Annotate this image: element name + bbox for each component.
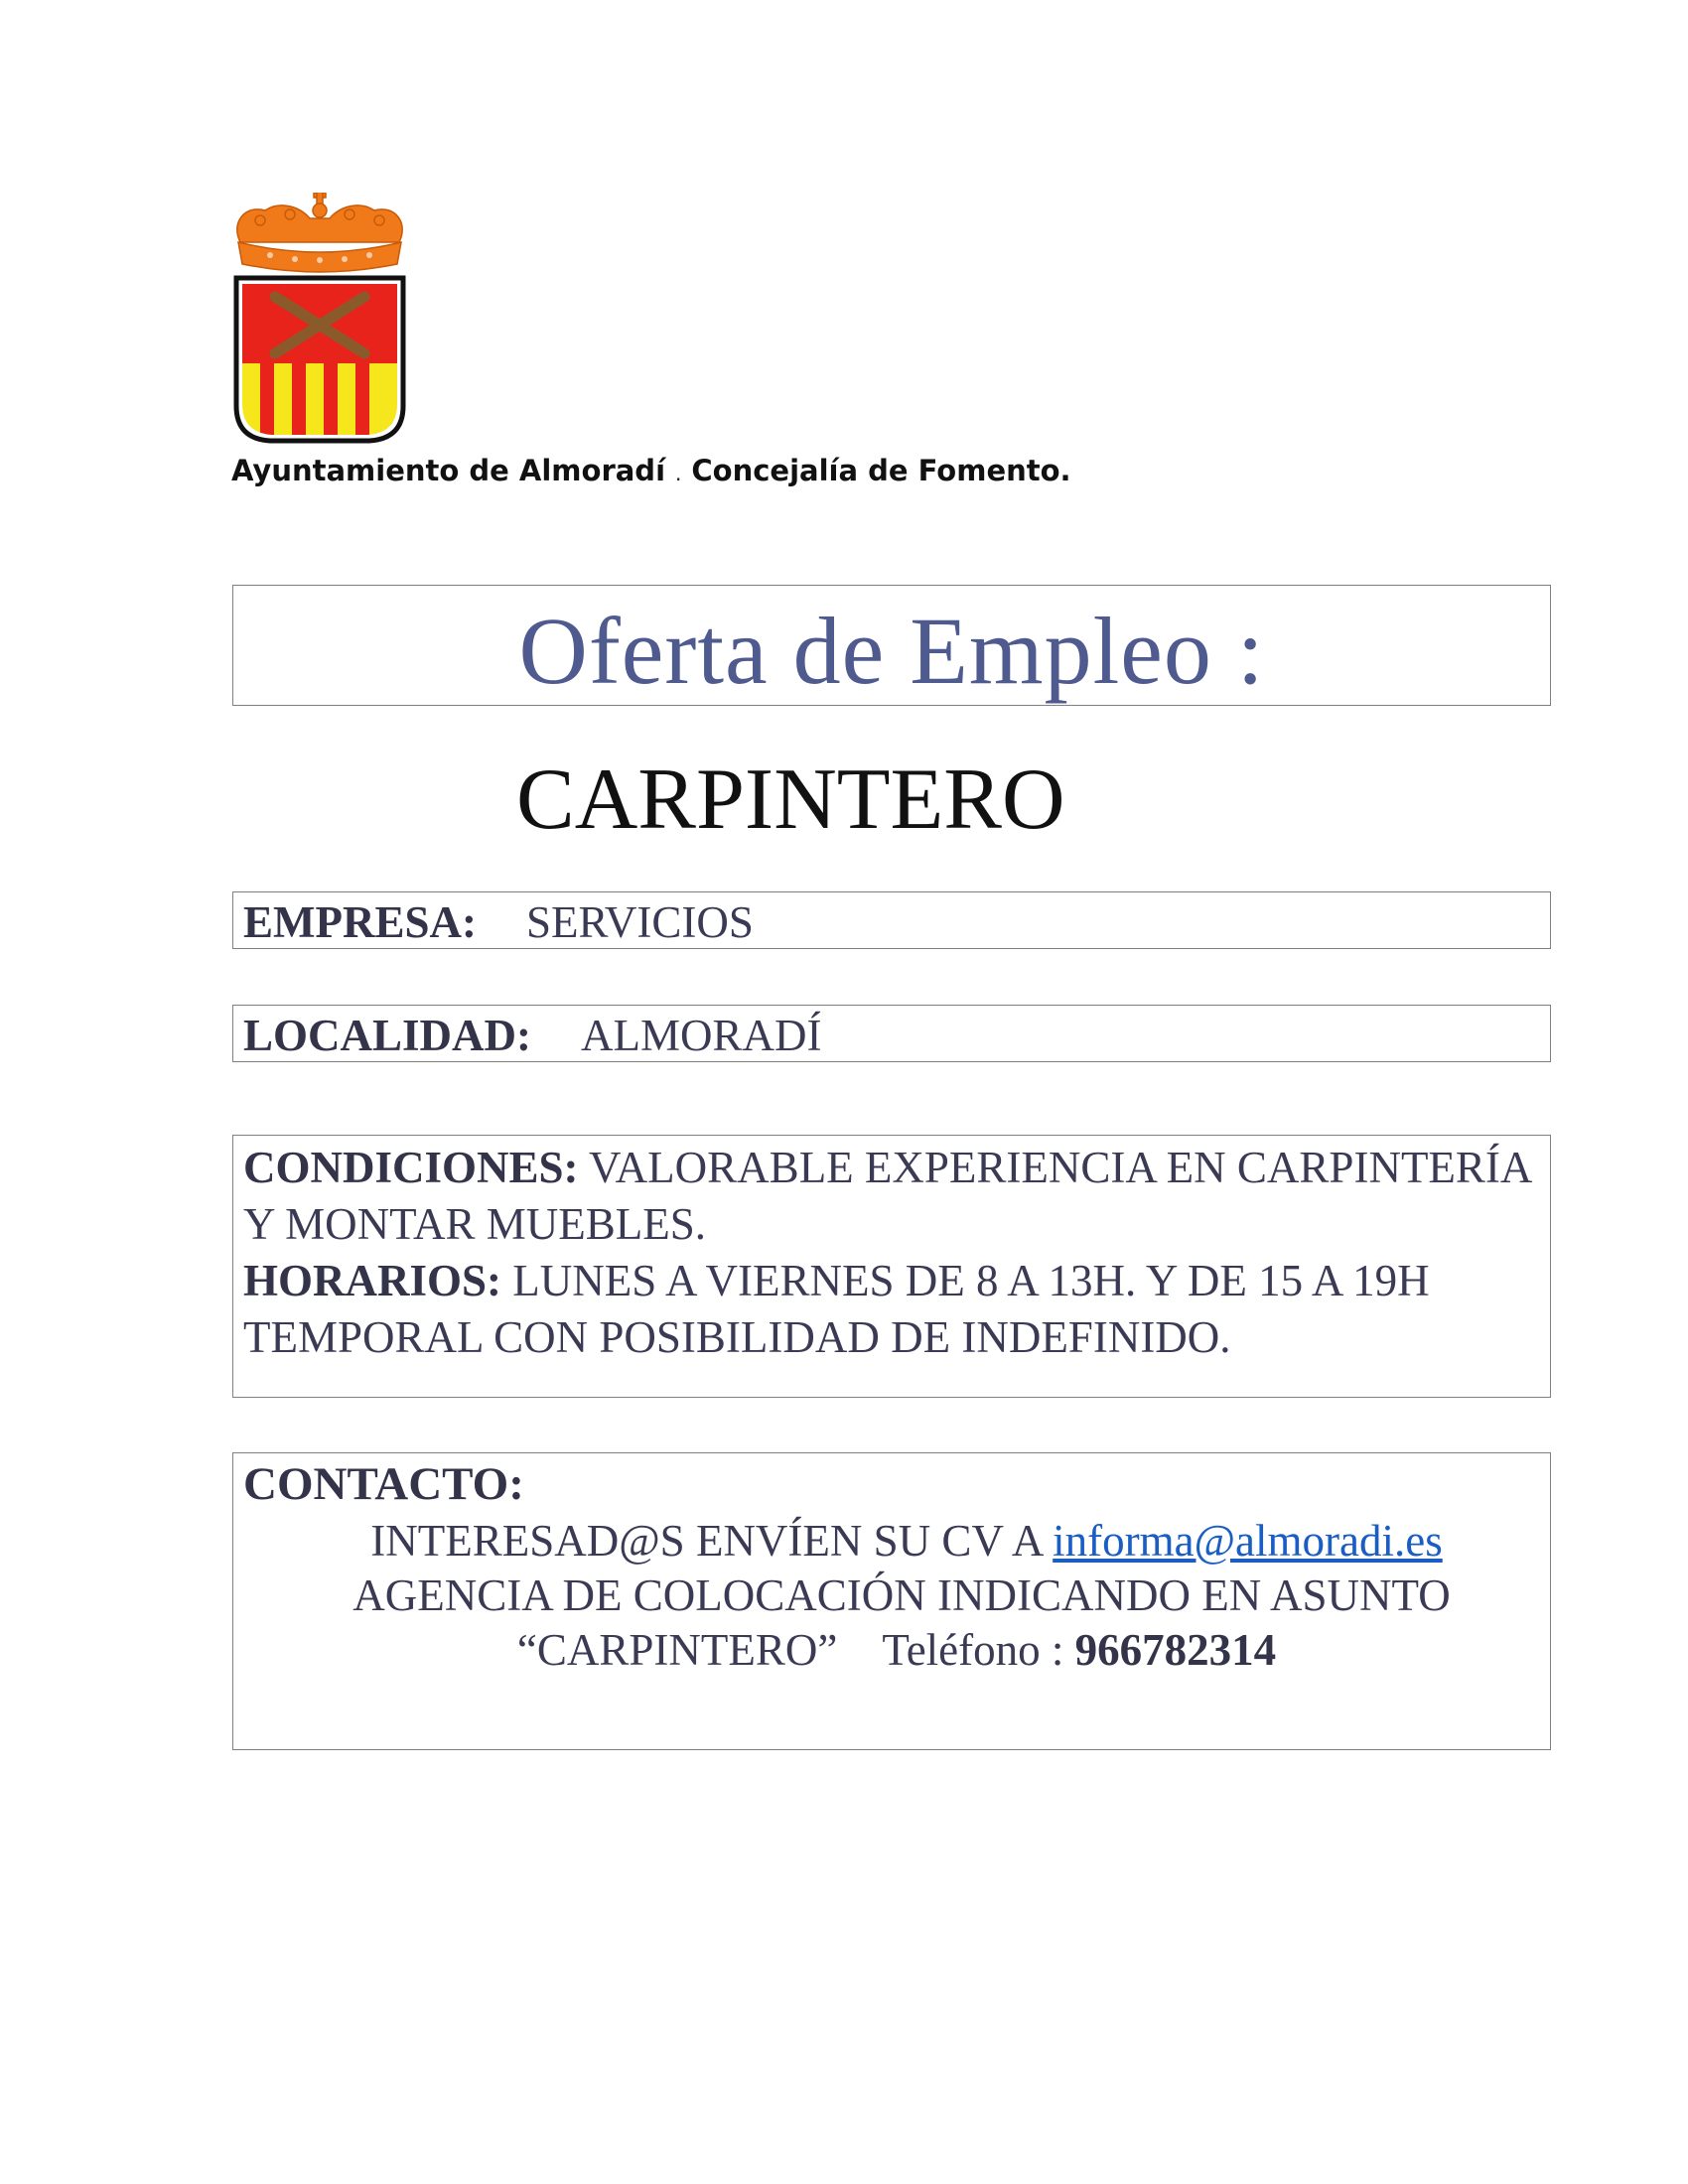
condiciones-label: CONDICIONES: xyxy=(243,1143,579,1192)
horarios-value: LUNES A VIERNES DE 8 A 13H. Y DE 15 A 19H TEMPORAL CON POSIBILIDAD DE INDEFINIDO. xyxy=(243,1256,1430,1362)
contacto-subject: “CARPINTERO” xyxy=(516,1625,838,1675)
header-organization xyxy=(231,454,1071,487)
contacto-label: CONTACTO: xyxy=(243,1458,524,1510)
offer-title: Oferta de Empleo : xyxy=(518,598,1265,704)
horarios-label: HORARIOS: xyxy=(243,1256,502,1305)
offer-title-box xyxy=(232,585,1551,706)
contacto-box xyxy=(232,1452,1551,1750)
empresa-box xyxy=(232,891,1551,949)
condiciones-box xyxy=(232,1135,1551,1398)
job-position-title: CARPINTERO xyxy=(516,751,1065,848)
contacto-line-1 xyxy=(233,1515,1550,1567)
localidad-box xyxy=(232,1005,1551,1062)
contacto-cv-text: INTERESAD@S ENVÍEN SU CV A xyxy=(370,1516,1042,1566)
email-link[interactable]: informa@almoradi.es xyxy=(1053,1516,1443,1566)
contacto-line-2: AGENCIA DE COLOCACIÓN INDICANDO EN ASUNTO xyxy=(352,1570,1451,1620)
organization-name: Ayuntamiento de Almoradí xyxy=(231,454,666,487)
condiciones-value: VALORABLE EXPERIENCIA EN CARPINTERÍA Y MONTAR MUEBLES. xyxy=(243,1143,1530,1249)
header-separator: . xyxy=(675,462,682,485)
department-name: Concejalía de Fomento. xyxy=(691,454,1071,487)
phone-label: Teléfono : xyxy=(882,1625,1064,1675)
localidad-value: ALMORADÍ xyxy=(581,1011,822,1060)
empresa-value: SERVICIOS xyxy=(526,897,754,947)
crest-icon xyxy=(230,193,409,446)
phone-number: 966782314 xyxy=(1074,1625,1277,1675)
contacto-line-3 xyxy=(233,1624,1550,1676)
localidad-label: LOCALIDAD: xyxy=(243,1011,532,1060)
empresa-label: EMPRESA: xyxy=(243,897,477,947)
